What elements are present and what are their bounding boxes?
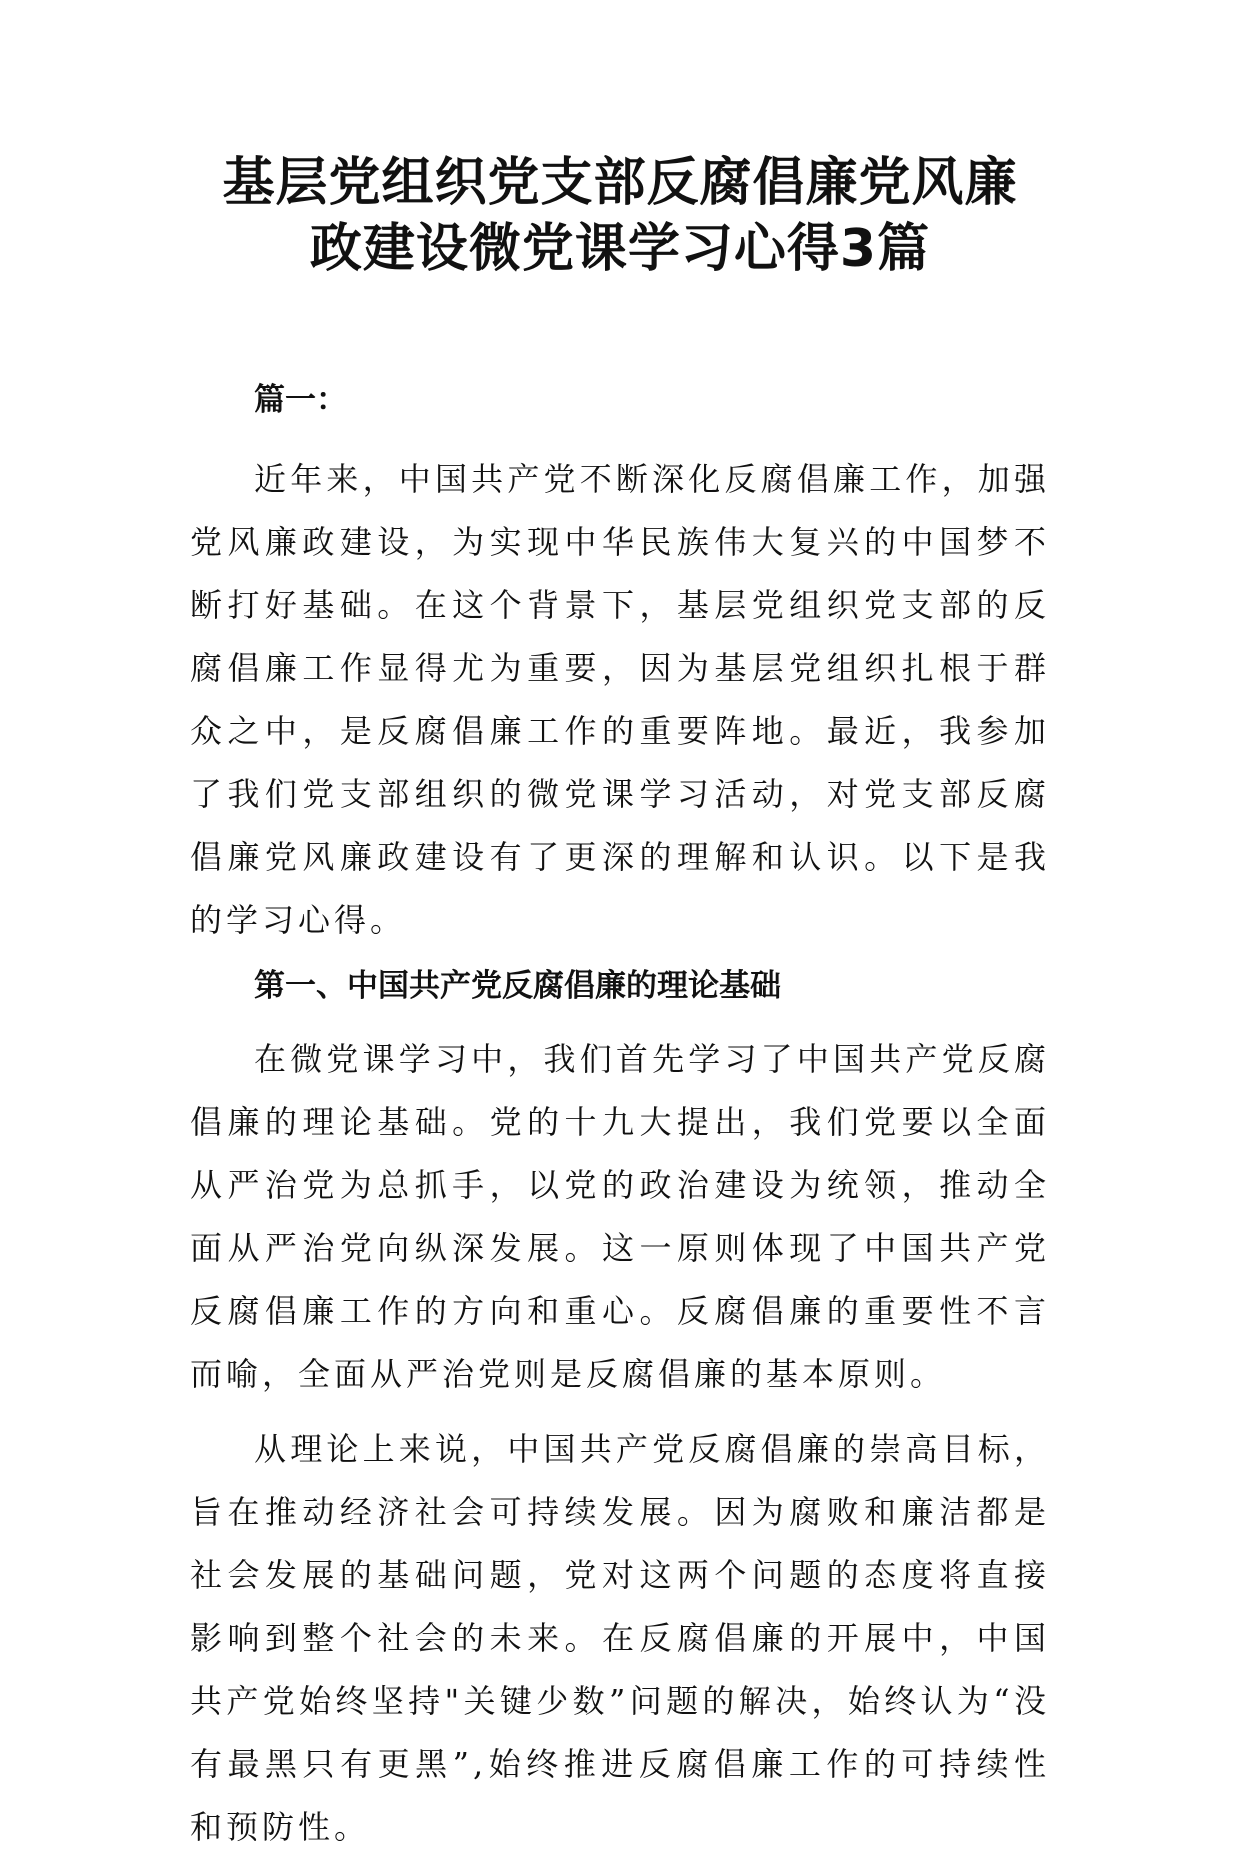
paragraph-theory: 在微党课学习中，我们首先学习了中国共产党反腐倡廉的理论基础。党的十九大提出，我们党要以全面从严治党为总抓手，以党的政治建设为统领，推动全面从严治党向纵深发展。这一原则体现了中国共产党反腐倡廉工作的方向和重心。反腐倡廉的重要性不言而喻，全面从严治党则是反腐倡廉的基本原则。 — [190, 1040, 1050, 1393]
title-line-2: 政建设微党课学习心得3篇 — [309, 219, 931, 279]
part-label: 篇一： — [254, 382, 347, 418]
paragraph-goal: 从理论上来说，中国共产党反腐倡廉的崇高目标，旨在推动经济社会可持续发展。因为腐败和廉洁都是社会发展的基础问题，党对这两个问题的态度将直接影响到整个社会的未来。在反腐倡廉的开展中，中国共产党始终坚持"关键少数”问题的解决，始终认为“没有最黑只有更黑”,始终推进反腐倡廉工作的可持续性和预防性。 — [190, 1430, 1050, 1846]
section-heading-1: 第一、中国共产党反腐倡廉的理论基础 — [254, 968, 781, 1004]
document-title — [150, 150, 1090, 282]
paragraph-intro: 近年来，中国共产党不断深化反腐倡廉工作，加强党风廉政建设，为实现中华民族伟大复兴的中国梦不断打好基础。在这个背景下，基层党组织党支部的反腐倡廉工作显得尤为重要，因为基层党组织扎根于群众之中，是反腐倡廉工作的重要阵地。最近，我参加了我们党支部组织的微党课学习活动，对党支部反腐倡廉党风廉政建设有了更深的理解和认识。以下是我的学习心得。 — [190, 460, 1050, 939]
title-line-1: 基层党组织党支部反腐倡廉党风廉 — [222, 153, 1018, 213]
document-body — [190, 378, 1050, 1871]
